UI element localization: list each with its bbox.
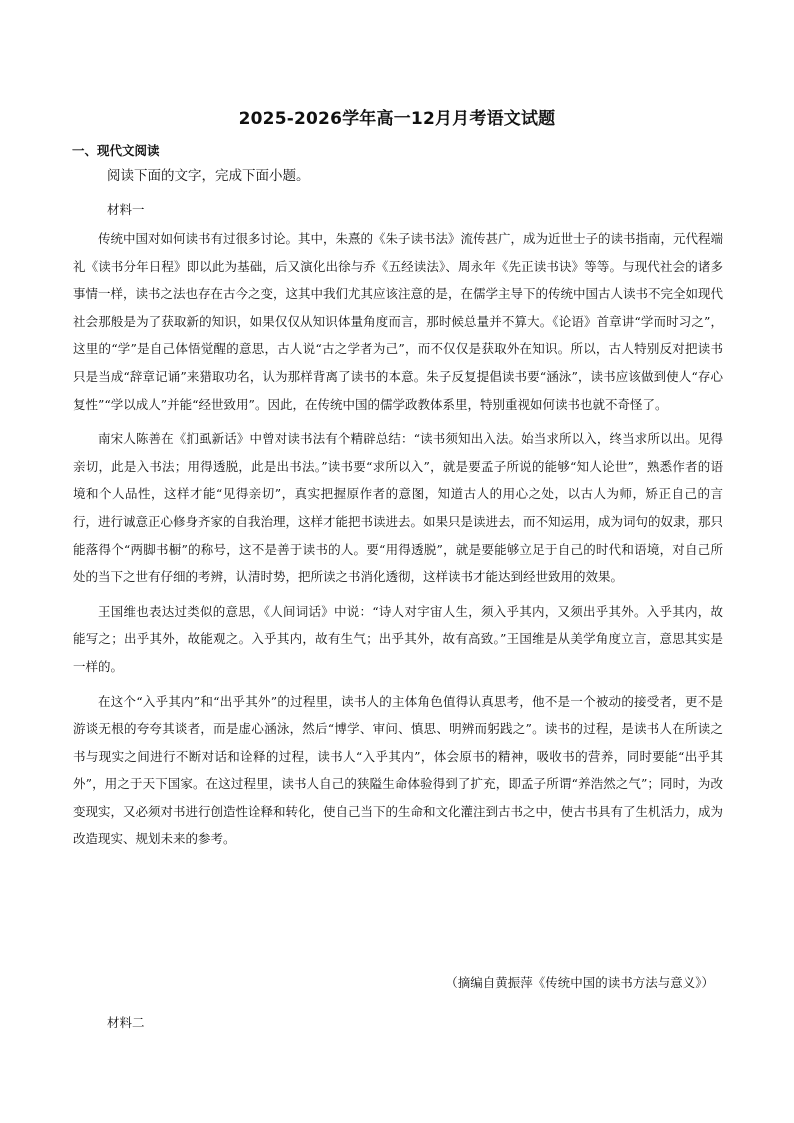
material-1-paragraph: 王国维也表达过类似的意思，《人间词话》中说：“诗人对宇宙人生，须入乎其内，又须出乎其外。入乎其内，故能写之；出乎其外，故能观之。入乎其内，故有生气；出乎其外，故有高致。”王国维是从美学角度立言，意思其实是一样的。 [73,603,723,674]
material-2-label: 材料二 [107,1015,145,1030]
material-1-paragraph: 传统中国对如何读书有过很多讨论。其中，朱熹的《朱子读书法》流传甚广，成为近世士子的读书指南，元代程端礼《读书分年日程》即以此为基础，后又演化出徐与乔《五经读法》、周永年《先正读书诀》等等。与现代社会的诸多事情一样，读书之法也存在古今之变，这其中我们尤其应该注意的是，在儒学主导下的传统中国古人读书不完全如现代社会那般是为了获取新的知识，如果仅仅从知识体量角度而言，那时候总量并不算大。《论语》首章讲“学而时习之”，这里的“学”是自己体悟觉醒的意思，古人说“古之学者为己”，而不仅仅是获取外在知识。所以，古人特别反对把读书只是当成“辞章记诵”来猎取功名，认为那样背离了读书的本意。朱子反复提倡读书要“涵泳”，读书应该做到使人“存心复性”“学以成人”并能“经世致用”。因此，在传统中国的儒学政教体系里，特别重视如何读书也就不奇怪了。 [73,231,724,412]
material-1-paragraph: 南宋人陈善在《扪虱新话》中曾对读书法有个精辟总结：“读书须知出入法。始当求所以入，终当求所以出。见得亲切，此是入书法；用得透脱，此是出书法。”读书要“求所以入”，就是要孟子所说的能够“知人论世”，熟悉作者的语境和个人品性，这样才能“见得亲切”，真实把握原作者的意图，知道古人的用心之处，以古人为师，矫正自己的言行，进行诚意正心修身齐家的自我治理，这样才能把书读进去。如果只是读进去，而不知运用，成为词句的奴隶，那只能落得个“两脚书橱”的称号，这不是善于读书的人。要“用得透脱”，就是要能够立足于自己的时代和语境，对自己所处的当下之世有仔细的考辨，认清时势，把所读之书消化透彻，这样读书才能达到经世致用的效果。 [73,431,724,585]
material-1-paragraph: 在这个“入乎其内”和“出乎其外”的过程里，读书人的主体角色值得认真思考，他不是一个被动的接受者，更不是游谈无根的夸夸其谈者，而是虚心涵泳，然后“博学、审问、慎思、明辨而躬践之”。读书的过程，是读书人在所读之书与现实之间进行不断对话和诠释的过程，读书人“入乎其内”，体会原书的精神，吸收书的营养，同时要能“出乎其外”，用之于天下国家。在这过程里，读书人自己的狭隘生命体验得到了扩充，即孟子所谓“养浩然之气”；同时，为改变现实，又必须对书进行创造性诠释和转化，使自己当下的生命和文化灌注到古书之中，使古书具有了生机活力，成为改造现实、规划未来的参考。 [73,693,724,847]
reading-instruction: 阅读下面的文字，完成下面小题。 [107,168,310,184]
material-1-label: 材料一 [107,202,145,217]
section-heading: 一、现代文阅读 [72,143,160,158]
exam-title: 2025-2026学年高一12月月考语文试题 [238,109,556,129]
material-1-source: （摘编自黄振萍《传统中国的读书方法与意义》） [445,975,714,990]
material-1-body [73,225,723,860]
